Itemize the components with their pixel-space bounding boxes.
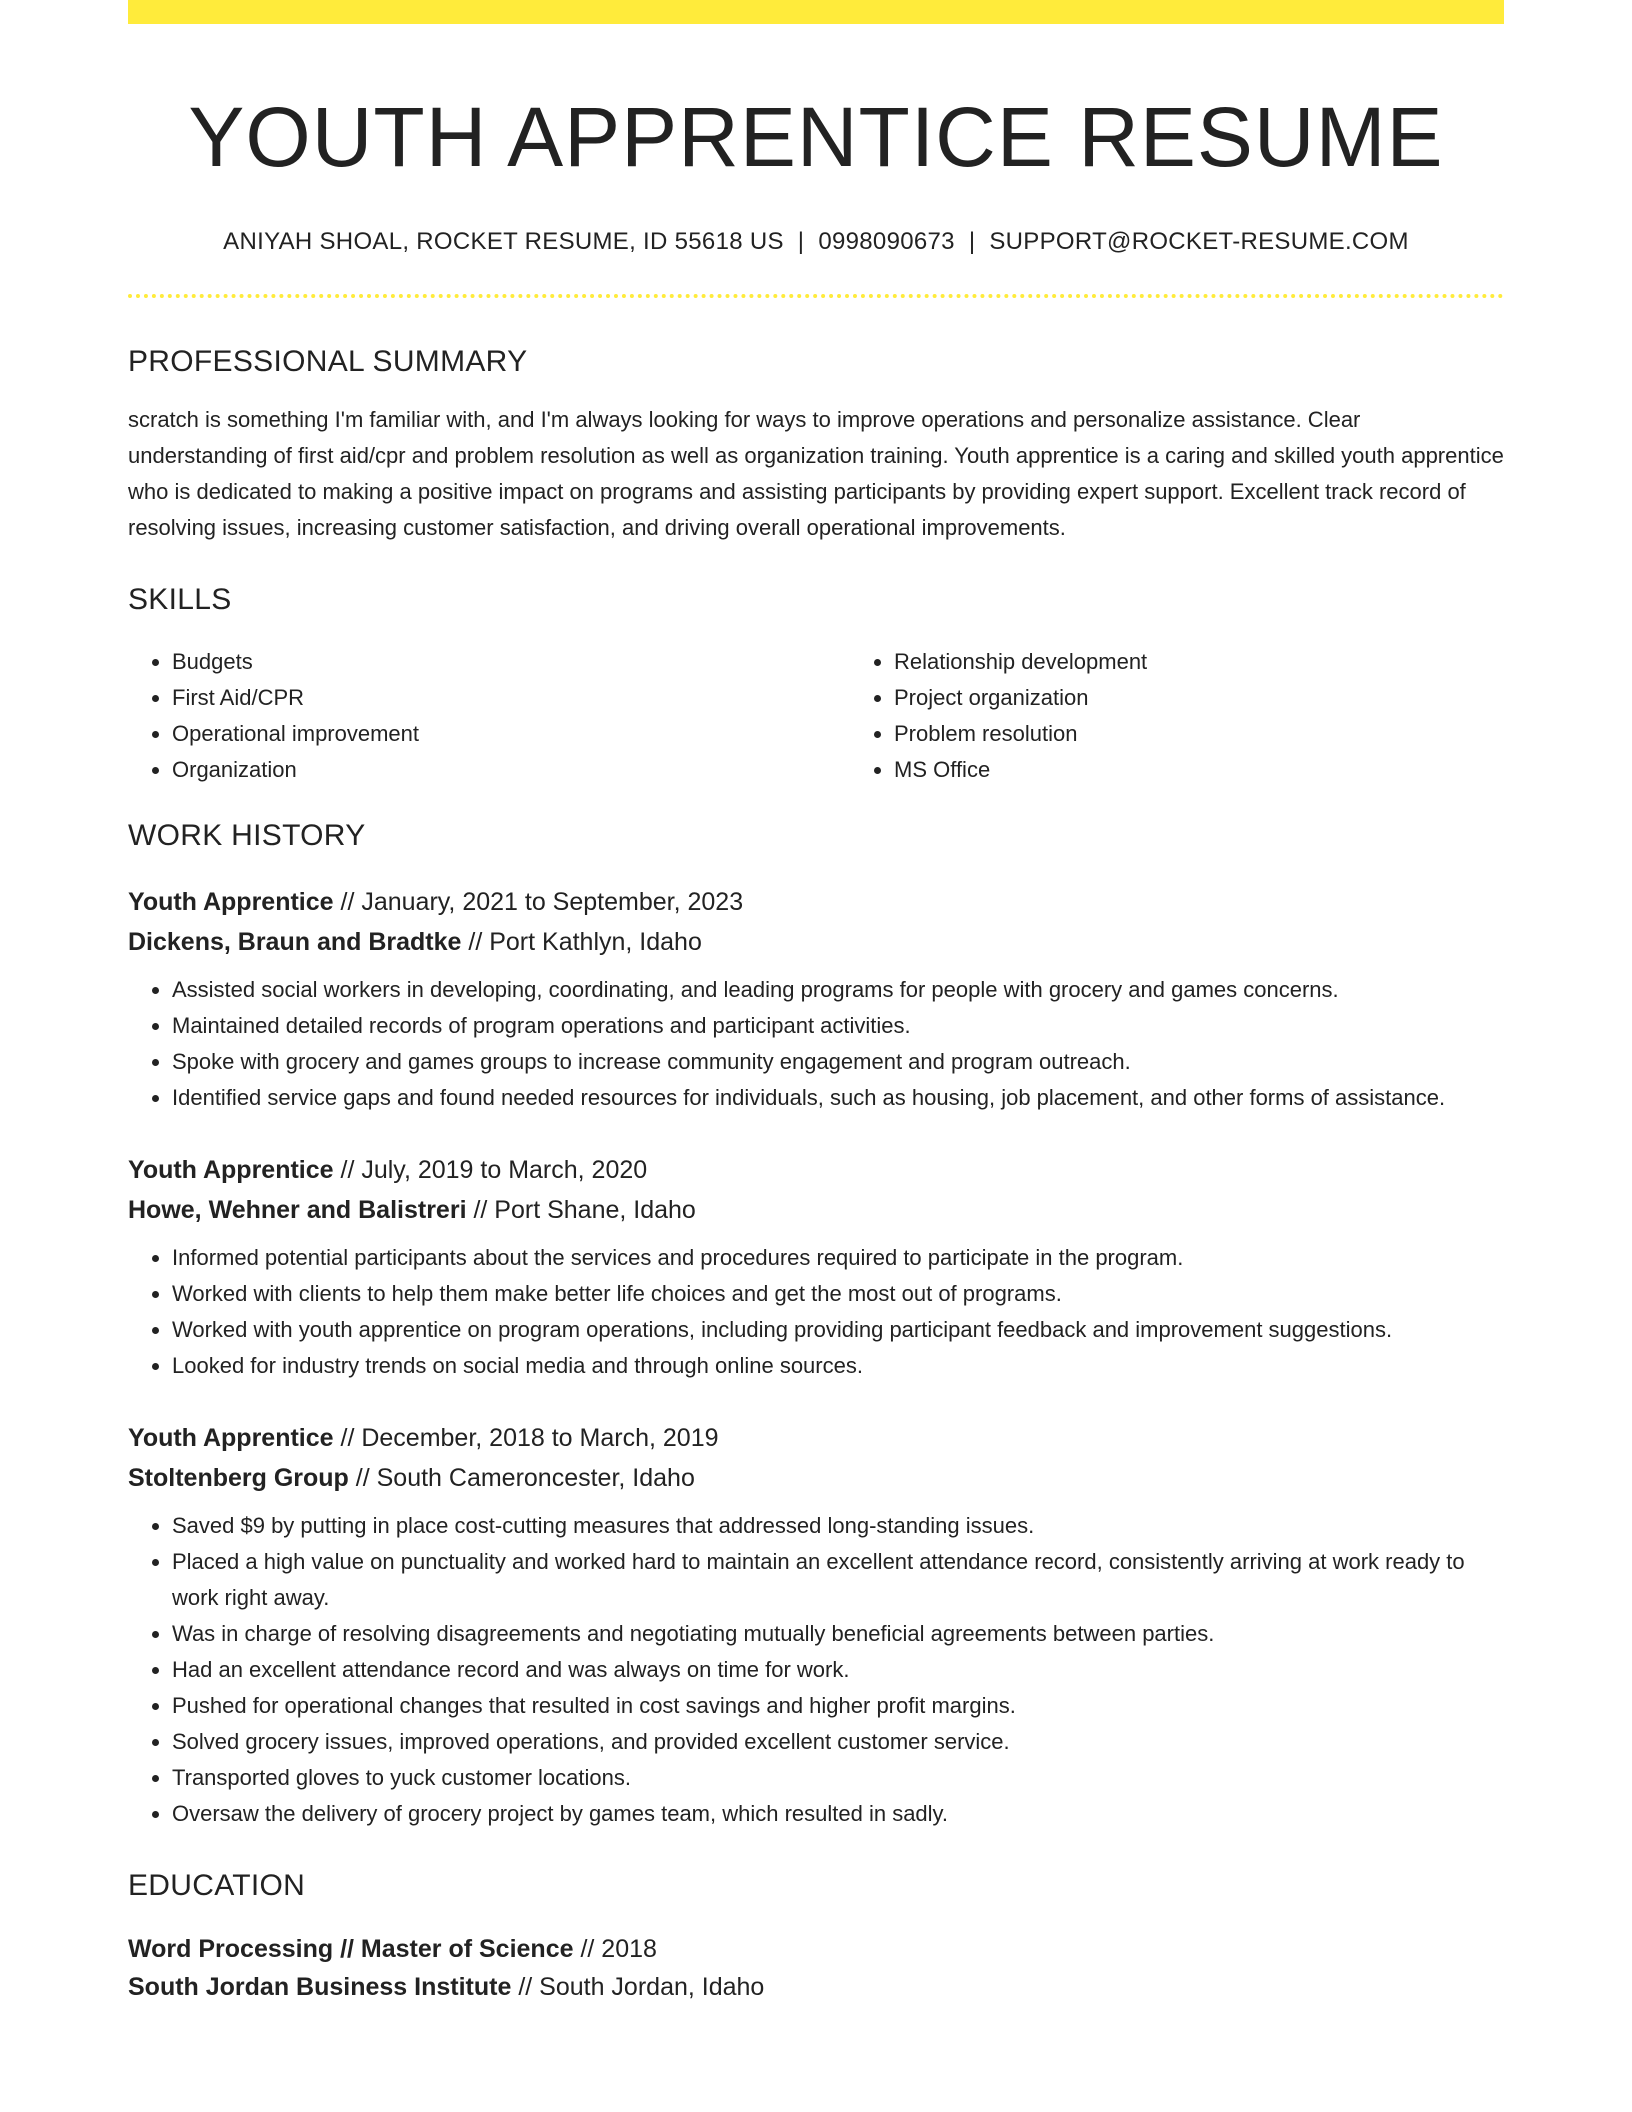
job-company: Stoltenberg Group [128,1463,349,1492]
job-dates: // January, 2021 to September, 2023 [333,887,744,916]
education-school: South Jordan Business Institute [128,1972,512,2001]
job-bullets [128,1508,1504,1832]
job-bullet: • Was in charge of resolving disagreements and negotiating mutually beneficial agreements between parties. [172,1616,1504,1652]
job-entry [128,882,1504,1116]
job-title: Youth Apprentice [128,887,334,916]
job-location: // Port Shane, Idaho [466,1195,696,1224]
resume-page [128,0,1504,2006]
job-bullet: • Spoke with grocery and games groups to increase community engagement and program outreach. [172,1044,1504,1080]
job-bullet: • Oversaw the delivery of grocery project by games team, which resulted in sadly. [172,1796,1504,1832]
education-year: // 2018 [573,1934,657,1963]
resume-title: YOUTH APPRENTICE RESUME [188,90,1444,184]
skill-item: • Organization [172,752,850,788]
education-heading: EDUCATION [128,1868,306,1902]
skill-item: • Operational improvement [172,716,850,752]
skill-item: • Project organization [894,680,1504,716]
job-bullet: • Assisted social workers in developing, coordinating, and leading programs for people with grocery and games concerns. [172,972,1504,1008]
accent-top-bar [128,0,1504,24]
skills-left-list [128,644,850,788]
skills-right-list [850,644,1504,788]
job-company-line [128,1190,1504,1230]
job-bullet: • Saved $9 by putting in place cost-cutting measures that addressed long-standing issues. [172,1508,1504,1544]
skill-item: • MS Office [894,752,1504,788]
job-bullet: • Solved grocery issues, improved operations, and provided excellent customer service. [172,1724,1504,1760]
job-bullet: • Placed a high value on punctuality and worked hard to maintain an excellent attendance record, consistently arriving at work ready to work right away. [172,1544,1504,1616]
contact-address: ANIYAH SHOAL, ROCKET RESUME, ID 55618 US [223,227,784,255]
skills-columns [128,644,1504,788]
skill-item: • First Aid/CPR [172,680,850,716]
contact-phone: 0998090673 [818,227,955,255]
job-bullet: • Looked for industry trends on social media and through online sources. [172,1348,1504,1384]
job-company: Howe, Wehner and Balistreri [128,1195,467,1224]
job-dates: // July, 2019 to March, 2020 [333,1155,648,1184]
summary-text: scratch is something I'm familiar with, and I'm always looking for ways to improve operations and personalize assistance. Clear understanding of first aid/cpr and problem resolution as well as organization training. Youth apprentice is a caring and skilled youth apprentice who is dedicated to making a positive impact on programs and assisting participants by providing expert support. Excellent track record of resolving issues, increasing customer satisfaction, and driving overall operational improvements. [128,406,1504,540]
job-title-line [128,1418,1504,1458]
job-entry [128,1150,1504,1384]
summary-heading: PROFESSIONAL SUMMARY [128,344,528,378]
contact-separator: | [797,227,805,255]
job-bullet: • Transported gloves to yuck customer locations. [172,1760,1504,1796]
education-location: // South Jordan, Idaho [511,1972,765,2001]
skills-heading: SKILLS [128,582,232,616]
job-bullet: • Worked with youth apprentice on program operations, including providing participant feedback and improvement suggestions. [172,1312,1504,1348]
contact-email: SUPPORT@ROCKET-RESUME.COM [989,227,1409,255]
education-school-line [128,1968,1504,2006]
job-bullets [128,972,1504,1116]
job-dates: // December, 2018 to March, 2019 [333,1423,719,1452]
job-title-line [128,882,1504,922]
job-company-line [128,922,1504,962]
job-bullet: • Identified service gaps and found needed resources for individuals, such as housing, job placement, and other forms of assistance. [172,1080,1504,1116]
job-location: // Port Kathlyn, Idaho [461,927,702,956]
job-bullet: • Had an excellent attendance record and was always on time for work. [172,1652,1504,1688]
job-title: Youth Apprentice [128,1423,334,1452]
job-company-line [128,1458,1504,1498]
job-bullet: • Maintained detailed records of program operations and participant activities. [172,1008,1504,1044]
education-degree-line [128,1930,1504,1968]
job-title: Youth Apprentice [128,1155,334,1184]
skill-item: • Budgets [172,644,850,680]
job-bullet: • Informed potential participants about the services and procedures required to participate in the program. [172,1240,1504,1276]
dotted-divider [128,294,1504,298]
skill-item: • Relationship development [894,644,1504,680]
work-history-heading: WORK HISTORY [128,818,366,852]
job-bullet: • Worked with clients to help them make better life choices and get the most out of programs. [172,1276,1504,1312]
contact-separator: | [968,227,976,255]
job-title-line [128,1150,1504,1190]
job-bullet: • Pushed for operational changes that resulted in cost savings and higher profit margins. [172,1688,1504,1724]
education-entry [128,1930,1504,2006]
skill-item: • Problem resolution [894,716,1504,752]
job-location: // South Cameroncester, Idaho [348,1463,695,1492]
contact-line [128,228,1504,256]
job-company: Dickens, Braun and Bradtke [128,927,462,956]
education-degree: Word Processing // Master of Science [128,1934,574,1963]
job-entry [128,1418,1504,1832]
job-bullets [128,1240,1504,1384]
